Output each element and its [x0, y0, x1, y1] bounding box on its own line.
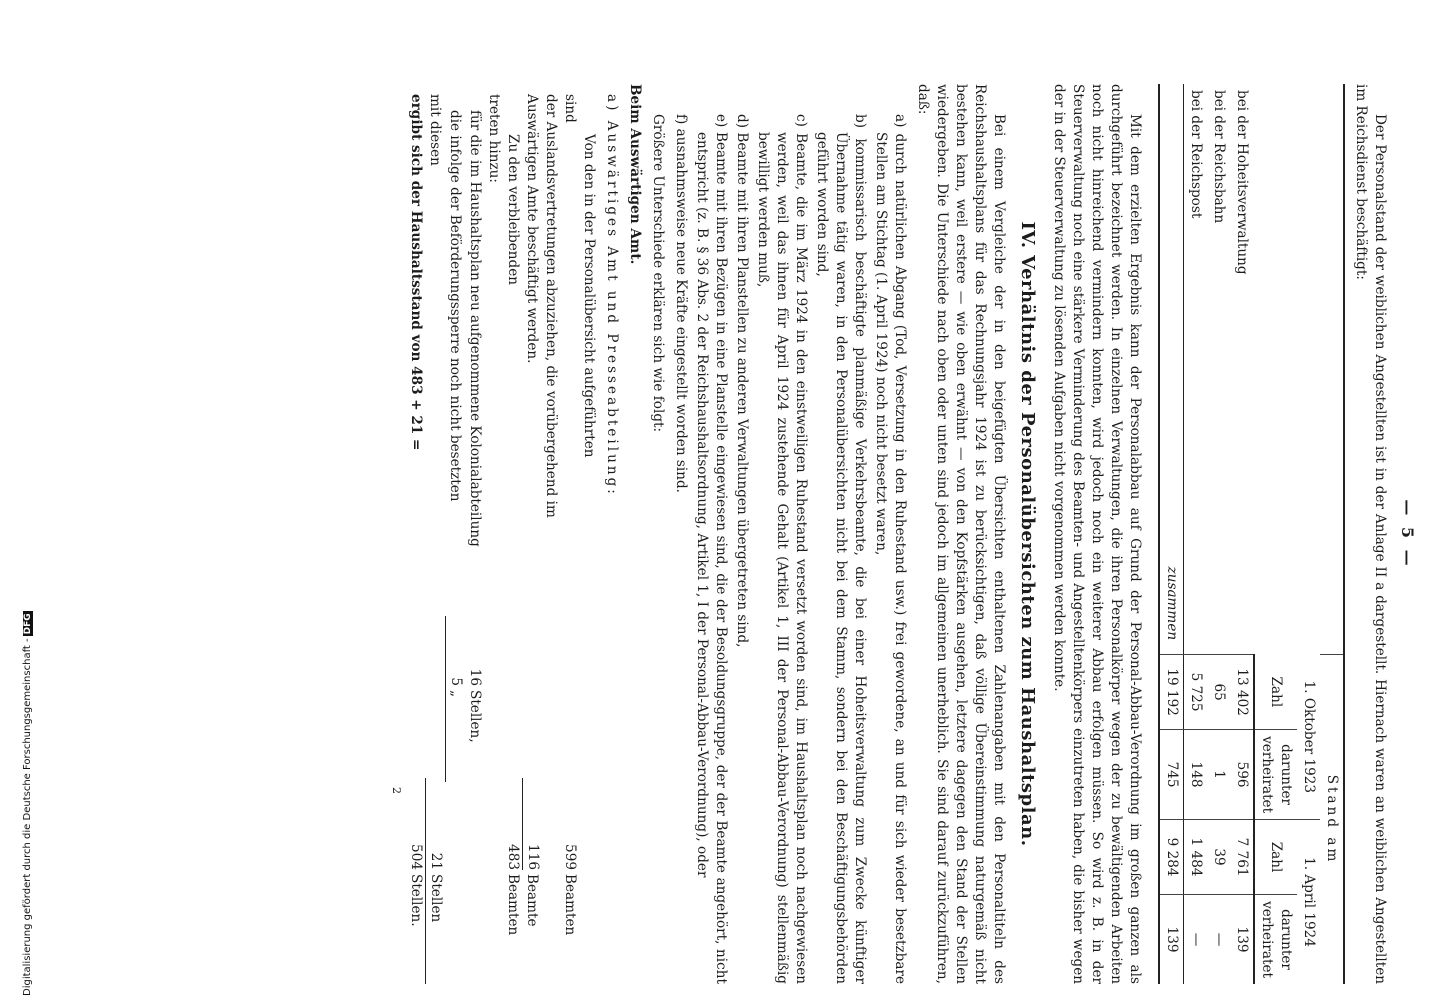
item-text: kommissarisch beschäftigte planmäßige Verkehrsbeamte, die bei einer Hoheitsverwaltung zum Zwecke künftiger Übernahme tätig waren, in den Personalübersichten nicht bei dem Stamm, sondern bei den Beschäftigungsbehörden geführt worden sind, — [814, 132, 868, 984]
cell: 19 192 — [1159, 655, 1184, 730]
intro-paragraph: Der Personalstand der weiblichen Angestellten ist in der Anlage II a dargestellt. Hiernach waren an weiblichen Angestellten im Reichsdienst beschäftigt: — [1353, 84, 1388, 984]
item-mark: b) — [852, 114, 868, 129]
calc-row — [484, 94, 503, 984]
calc-label: für die im Haushaltsplan neu aufgenommene Kolonialabteilung — [467, 110, 483, 547]
item-mark: c) — [793, 114, 809, 127]
sub-heading: Beim Auswärtigen Amt. — [627, 84, 643, 265]
cell: 65 — [1207, 655, 1230, 730]
calc-unit: Stellen — [425, 870, 445, 984]
section-heading: IV. Verhältnis der Personalübersichten zum Haushaltsplan. — [1017, 221, 1038, 847]
cell: 1 484 — [1184, 820, 1208, 895]
calc-label: Von den in der Personalübersicht aufgeführten — [581, 134, 597, 458]
document-page — [0, 84, 1417, 984]
list-item — [692, 114, 730, 984]
calc-unit: Beamten — [505, 874, 521, 936]
calc-row — [579, 94, 598, 984]
cell: 139 — [1230, 895, 1254, 984]
table-row — [1184, 84, 1208, 984]
cell: 139 — [1159, 895, 1184, 984]
item-text: durch natürlichen Abgang (Tod, Versetzung in den Ruhestand usw.) frei gewordene, an und für sich wieder besetzbare Stellen am Stichtag (1. April 1924) noch nicht besetzt waren, — [873, 132, 908, 984]
calc-unit: Beamte — [524, 874, 540, 927]
calculation-block — [387, 84, 598, 984]
calc-unit: Beamten — [562, 874, 578, 936]
calc-row — [503, 94, 522, 984]
item-text: Beamte, die im März 1924 in den einstweiligen Ruhestand versetzt worden sind, im Haushaltsplan noch nachgewiesen werden, weil das ihnen für April 1924 zustehende Gehalt (Artikel 1, III der Personal-Abbau-Verordnung) stellenmäßig bewilligt werden muß, — [755, 132, 809, 985]
calc-label: ergibt sich der Haushaltsstand von 483 + 21 = — [408, 94, 424, 451]
calc-row — [425, 94, 445, 984]
col-verh-1923: darunter verheiratet — [1254, 730, 1297, 820]
paragraph-unterschiede: Größere Unterschiede erklären sich wie folgt: — [650, 114, 666, 433]
calc-row — [465, 94, 484, 984]
calc-label: Zu den verbleibenden — [505, 134, 521, 286]
calc-row — [406, 94, 425, 984]
calc-value: 504 — [408, 844, 424, 870]
reasons-list — [671, 84, 909, 984]
cell: 9 284 — [1159, 820, 1184, 895]
calc-label: der Auslandsvertretungen abzuziehen, die vorübergehend im Auswärtigen Amte beschäftigt werden. — [524, 94, 559, 518]
row-label: bei der Hoheitsverwaltung — [1234, 90, 1251, 275]
calc-row — [522, 94, 560, 984]
list-item — [753, 114, 810, 984]
calc-value: 599 — [562, 844, 578, 870]
col-zahl-1924: Zahl — [1254, 820, 1297, 895]
calc-label: treten hinzu: — [486, 94, 502, 183]
table-total-row — [1159, 84, 1184, 984]
cell: 7 761 — [1230, 820, 1254, 895]
col-date-1923: 1. Oktober 1923 — [1301, 680, 1317, 794]
calc-value: 483 — [505, 844, 521, 870]
total-label: zusammen — [1159, 84, 1184, 655]
row-label: bei der Reichspost — [1188, 90, 1204, 219]
calc-value: 21 — [425, 778, 445, 870]
digitization-text: Digitalisierung gefördert durch die Deutsche Forschungsgemeinschaft - — [22, 638, 33, 996]
paragraph-vergleich: Bei einem Vergleiche der in den beigefügten Übersichten enthaltenen Zahlenangaben mit den Personaltiteln des Reichshaushaltsplans für das Rechnungsjahr 1924 ist zu berücksichtigen, daß völlige Übereinstimmung naturgemäß nicht bestehen kann, weil erstere — wie oben erwähnt — von den Kopfstärken ausgehen, letztere dagegen den Stand der Stellen wiedergeben. Die Unterschiede nach oben oder unten sind jedoch im allgemeinen unerheblich. Sie sind darauf zurückzuführen, daß: — [915, 84, 1007, 984]
item-text: ausnahmsweise neue Kräfte eingestellt worden sind. — [673, 128, 689, 493]
cell: 745 — [1159, 730, 1184, 820]
calc-label: mit diesen — [427, 94, 443, 166]
calc-row — [560, 94, 579, 984]
page-number: — 5 — — [1398, 499, 1417, 569]
table-row — [1230, 84, 1254, 984]
col-zahl-1923: Zahl — [1254, 655, 1297, 730]
calc-value: 16 — [467, 668, 483, 686]
calc-label: sind — [562, 94, 578, 123]
cell: 39 — [1207, 820, 1230, 895]
cell: 148 — [1184, 730, 1208, 820]
cell: — — [1184, 895, 1208, 984]
footer-mark: 2 — [390, 787, 403, 794]
cell: 13 402 — [1230, 655, 1254, 730]
digitization-note — [22, 611, 33, 996]
calc-label: die infolge der Beförderungssperre noch nicht besetzten — [447, 110, 463, 502]
list-item — [812, 114, 869, 984]
list-item — [671, 114, 690, 984]
col-verh-1924: darunter verheiratet — [1254, 895, 1297, 984]
item-mark: f) — [673, 114, 689, 125]
calc-unit: Stellen, — [467, 690, 483, 743]
cell: 1 — [1207, 730, 1230, 820]
personnel-table — [1158, 84, 1345, 984]
paragraph-abbau: Mit dem erzielten Ergebnis kann der Personalabbau auf Grund der Personal-Abbau-Verordnung im großen ganzen als durchgeführt bezeichnet werden. In einzelnen Verwaltungen, die ihren Personalkörper wegen der zu bewältigenden Arbeiten noch nicht hinreichend vermindern konnten, wird jedoch noch ein weiterer Abbau erfolgen müssen. So wird z. B. in der Steuerverwaltung noch eine stärkere Verminderung des Beamten- und Angestelltenkörpers einzutreten haben, die bisher wegen der in der Steuerverwaltung zu lösenden Aufgaben nicht vorgenommen werden konnte. — [1051, 84, 1143, 984]
item-mark: a) — [892, 114, 908, 128]
item-text: Beamte mit ihren Planstellen zu anderen Verwaltungen übergetreten sind, — [734, 132, 750, 648]
item-text: Beamte mit ihren Bezügen in eine Planstelle eingewiesen sind, die der Besoldungsgruppe, der der Beamte angehört, nicht entspricht (z. B. § 36 Abs. 2 der Reichshaushaltsordnung, Artikel 1, I der Personal-Abbau-Verordnung), oder — [694, 131, 729, 984]
table-header-group: Stand am — [1320, 655, 1344, 984]
calc-value: 5 — [445, 616, 465, 686]
calc-row — [445, 94, 465, 984]
list-item — [871, 114, 909, 984]
calc-value: 116 — [522, 778, 542, 870]
cell: 5 725 — [1184, 655, 1208, 730]
table-row — [1207, 84, 1230, 984]
cell: 596 — [1230, 730, 1254, 820]
table-corner — [1254, 84, 1344, 655]
row-label: bei der Reichsbahn — [1211, 90, 1227, 224]
calc-unit: Stellen. — [408, 874, 424, 927]
sub-a-heading: a) Auswärtiges Amt und Presseabteilung: — [604, 94, 620, 497]
cell: — — [1207, 895, 1230, 984]
calc-unit: „ — [445, 686, 465, 782]
dfg-logo: DFG — [23, 613, 33, 635]
list-item — [732, 114, 751, 984]
item-mark: d) — [734, 114, 750, 129]
col-date-1924: 1. April 1924 — [1297, 820, 1320, 984]
item-mark: e) — [713, 114, 729, 128]
